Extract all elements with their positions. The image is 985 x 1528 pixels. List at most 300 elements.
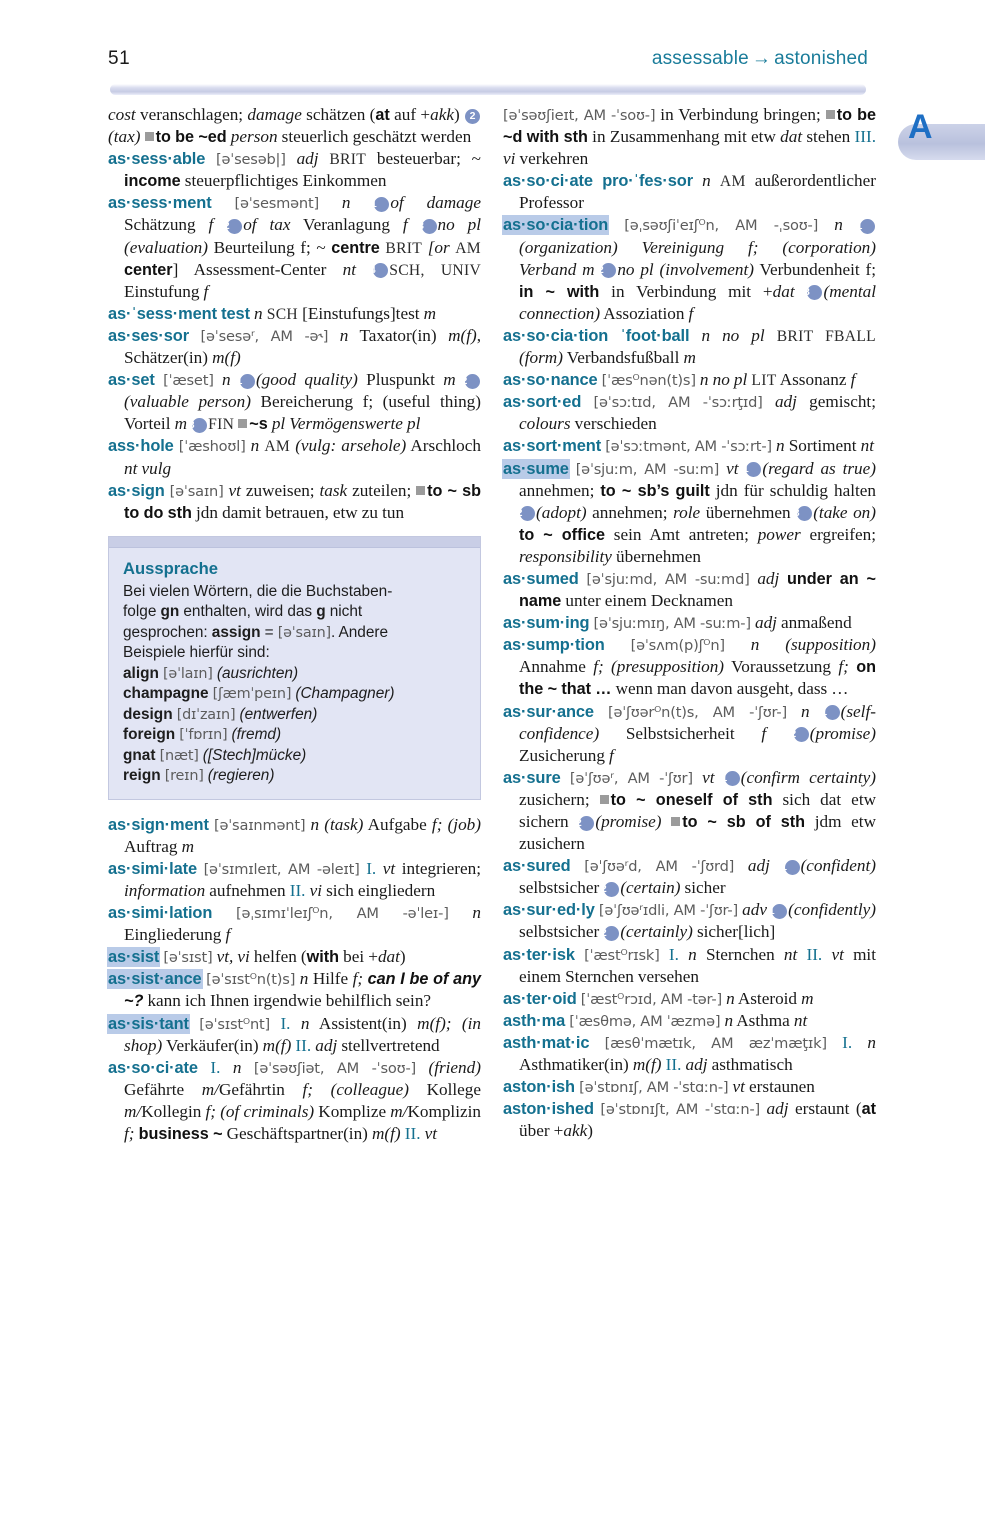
headword[interactable]: aston·ished <box>503 1100 594 1119</box>
gender: nt <box>342 259 356 279</box>
info-box-example <box>123 705 466 725</box>
sense-cue: (promise) <box>595 812 662 831</box>
sense-number: 2 <box>465 374 480 389</box>
sense-cue: (supposition) <box>785 635 876 655</box>
sense-cue: (mental connection) <box>519 281 876 323</box>
translation: Taxator(in) <box>348 325 449 345</box>
part-of-speech: n <box>702 171 711 191</box>
sense-cue: (form) <box>519 348 563 368</box>
translation: steuerpflichtiges Einkommen <box>180 171 387 191</box>
sense-number: 1 <box>772 904 787 919</box>
translation: Beurteilung f; ~ <box>208 237 332 257</box>
pronunciation: [əˈsesəʳ, AM -ə˞] <box>200 327 329 345</box>
pronunciation: [əˈlaɪn] <box>163 665 213 682</box>
entry-asterisk <box>503 944 876 988</box>
translation: verschieden <box>570 414 657 434</box>
section-numeral: I. <box>842 1032 853 1052</box>
translation: unter einem Decknamen <box>561 591 733 611</box>
sense-cue: (promise) <box>809 723 876 743</box>
sense-number: 1 <box>240 374 255 389</box>
sense-number: 2 <box>794 727 809 742</box>
subject-label: BRIT FBALL <box>776 327 876 345</box>
example-word: foreign <box>123 726 176 744</box>
translation: Schätzung <box>124 215 209 235</box>
text: Bei vielen Wörtern, die die Buchstaben- <box>123 582 393 600</box>
part-of-speech: n <box>300 1013 310 1033</box>
translation: Bereicherung f; (useful thing) Vorteil <box>124 392 482 434</box>
entry-assure <box>503 767 876 855</box>
example-word: gnat <box>123 746 156 764</box>
pronunciation: [ˈæshoʊl] <box>178 438 246 456</box>
left-column <box>108 104 481 1145</box>
headword[interactable]: as·simi·late <box>108 859 197 878</box>
translation: Assistent(in) <box>309 1013 418 1033</box>
gender: m/ <box>390 1101 408 1121</box>
sense-number: 3 <box>422 219 437 234</box>
pronunciation: [ˈæstᴼrɪsk] <box>584 946 660 964</box>
translation: über + <box>519 1121 564 1141</box>
translation: gemischt; <box>796 392 876 412</box>
translation: jdn damit betrauen, etw zu tun <box>191 502 405 522</box>
section-numeral: II. <box>289 880 306 900</box>
translation: Assoziation <box>600 303 689 323</box>
text: nicht <box>325 603 363 621</box>
gender: m/ <box>124 1101 142 1121</box>
translation: erstaunt ( <box>788 1099 862 1119</box>
phrase-bullet-icon <box>145 132 154 141</box>
gender: m(f) <box>632 1055 662 1075</box>
text: gesprochen: <box>123 623 212 641</box>
translation: jdm etw zusichern <box>519 812 876 854</box>
phrase: to ~ sb to do sth <box>124 481 482 522</box>
translation: bei + <box>339 947 378 967</box>
gender: f <box>761 723 767 743</box>
usage-cue: damage <box>247 105 302 124</box>
entry-asteroid <box>503 988 876 1010</box>
phrase-bullet-icon <box>416 486 425 495</box>
headword[interactable]: as·sur·ance <box>503 702 594 721</box>
translation: selbstsicher <box>519 878 600 898</box>
part-of-speech: adj <box>747 856 770 876</box>
entry-assorted <box>503 391 876 435</box>
sense-number: 3 <box>192 418 207 433</box>
sense-cue: (take on) <box>813 502 877 522</box>
usage-cue: person <box>230 127 278 147</box>
headword[interactable]: as·so·ci·ate <box>108 1058 198 1077</box>
usage-cue: responsibility <box>519 546 612 566</box>
pronunciation: [əˈsɪstᴼnt] <box>199 1015 271 1033</box>
phrase-bullet-icon <box>826 110 835 119</box>
text: folge <box>123 603 161 621</box>
text: ) <box>453 105 464 124</box>
entry-asshole <box>108 435 481 479</box>
pronunciation: [əˈsjuːm, AM -suːm] <box>575 460 720 478</box>
usage-cue: task <box>319 480 348 500</box>
entry-association <box>503 214 876 324</box>
gloss: (ausrichten) <box>216 664 299 682</box>
sense-number: 2 <box>604 882 619 897</box>
headword[interactable]: aston·ish <box>503 1078 575 1097</box>
entry-assumption <box>503 634 876 700</box>
headword[interactable]: as·ses·sor <box>108 326 190 345</box>
translation: aufnehmen <box>205 880 290 900</box>
headword[interactable]: as·ter·oid <box>503 989 577 1008</box>
entry-assist <box>108 946 481 968</box>
entry-continuation <box>503 104 876 170</box>
gloss: (regieren) <box>207 767 275 785</box>
section-numeral: II. <box>806 944 823 964</box>
pronunciation: [əˈsesmənt] <box>234 195 319 213</box>
headword[interactable]: as·sure <box>503 768 561 787</box>
entry-assimilate <box>108 858 481 902</box>
pronunciation: [əˈsɪst] <box>163 949 213 967</box>
part-of-speech: n <box>232 1057 242 1077</box>
headword[interactable]: as·set <box>108 371 155 390</box>
part-of-speech: vt <box>831 944 844 964</box>
translation: übernehmen <box>700 502 791 522</box>
translation: selbstsicher <box>519 922 600 942</box>
text: schätzen ( <box>301 105 376 124</box>
headword-range-last: astonished <box>774 48 868 69</box>
part-of-speech: n <box>310 814 320 834</box>
sense-number: 1 <box>785 860 800 875</box>
sense-cue: no pl (involvement) <box>617 259 754 279</box>
part-of-speech: n <box>867 1032 876 1052</box>
headword[interactable]: as·sess·ment <box>108 194 212 213</box>
gender: f; <box>124 1124 135 1143</box>
entry-assessment-test <box>108 303 481 325</box>
entry-assessable <box>108 148 481 192</box>
sense-cue: (regard as true) <box>762 458 876 478</box>
pronunciation: [əˈʃʊərᴼn(t)s, AM -ˈʃʊr-] <box>607 703 787 721</box>
entry-astonished <box>503 1098 876 1142</box>
translation: mit einem Sternchen versehen <box>519 944 876 986</box>
phrase: to ~ office <box>519 525 605 544</box>
letter: g <box>316 603 326 621</box>
info-box-example <box>123 684 466 704</box>
entry-assignment <box>108 814 481 858</box>
sense-number: 1 <box>825 705 840 720</box>
section-numeral: II. <box>665 1055 682 1075</box>
headword[interactable]: as·sur·ed·ly <box>503 901 595 920</box>
phrase-bullet-icon <box>238 419 247 428</box>
translation: in Verbindung mit + <box>599 281 773 301</box>
headword[interactable]: as·sort·ed <box>503 393 582 412</box>
pronunciation: [əˈʃʊəʳɪdli, AM -ˈʃʊr-] <box>598 902 738 920</box>
entry-assign <box>108 480 481 524</box>
part-of-speech: n <box>472 903 481 923</box>
translation: sicher[lich] <box>692 922 776 942</box>
part-of-speech: n <box>801 701 810 721</box>
sense-number: 1 <box>746 462 761 477</box>
headword[interactable]: as·ter·isk <box>503 945 575 964</box>
collocation: in ~ with <box>519 282 600 301</box>
phrase: to ~ sb’s guilt <box>600 481 710 500</box>
translation: Asthma <box>733 1010 794 1030</box>
translation: ) <box>587 1121 593 1141</box>
gloss: (Champagner) <box>295 685 395 703</box>
translation: sich dat etw sichern <box>519 789 877 831</box>
section-numeral: I. <box>668 944 679 964</box>
translation: zuteilen; <box>347 480 417 500</box>
collocation: with <box>306 948 340 967</box>
part-of-speech: n <box>726 988 735 1008</box>
gender: f <box>208 215 214 235</box>
text: veranschlagen; <box>135 105 248 124</box>
headword[interactable]: as·sis·tant <box>108 1014 189 1033</box>
headword[interactable]: as·ˈsess·ment test <box>108 304 250 323</box>
sense-number: 2 <box>227 219 242 234</box>
right-column <box>503 104 876 1145</box>
headword[interactable]: as·sume <box>503 459 569 478</box>
translation: kann ich Ihnen irgendwie behilflich sein? <box>143 991 432 1011</box>
headword[interactable]: as·simi·lation <box>108 904 213 923</box>
part-of-speech: n no pl <box>699 370 748 390</box>
pronunciation: [əˌsɪmɪˈleɪʃᴼn, AM -əˈleɪ-] <box>235 905 449 923</box>
sense-cue: (confident) <box>800 856 876 876</box>
part-of-speech: n <box>299 969 309 989</box>
gender: f <box>203 281 209 301</box>
part-of-speech: n <box>776 436 785 456</box>
part-of-speech: vt <box>732 1077 745 1097</box>
grammar-note: akk <box>430 105 454 124</box>
translation: stehen <box>802 127 855 147</box>
pronunciation: [əˈstɒnɪʃt, AM -ˈstɑːn-] <box>600 1101 761 1119</box>
part-of-speech: adj <box>766 1099 789 1119</box>
part-of-speech: n <box>222 370 231 390</box>
pronunciation: [əˈsjuːmɪŋ, AM -suːm-] <box>593 615 751 633</box>
sense-cue: (task) <box>324 814 364 834</box>
translation: Komplizin <box>407 1101 481 1121</box>
grammar-note: dat <box>772 281 795 301</box>
translation: ) <box>399 947 406 967</box>
pronunciation: [əˈsəʊʃieɪt, AM -ˈsoʊ-] <box>503 107 656 124</box>
entry-assuming <box>503 612 876 634</box>
translation: Kollegin <box>141 1101 206 1121</box>
translation: Gefährte <box>124 1079 202 1099</box>
translation: Arschloch <box>406 436 482 456</box>
pronunciation: [əˈstɒnɪʃ, AM -ˈstɑːn-] <box>579 1079 729 1097</box>
translation: Gefährtin <box>218 1079 303 1099</box>
sense-cue: (good quality) <box>255 370 358 390</box>
headword[interactable]: as·sess·able <box>108 150 206 169</box>
example-word: champagne <box>123 685 209 703</box>
sense-number: 3 <box>797 506 812 521</box>
pronunciation: [ˈæstᴼrɔɪd, AM -tər-] <box>580 990 722 1008</box>
gender: pl <box>406 414 421 434</box>
example-word: assign <box>211 623 261 641</box>
translation: Auftrag <box>124 836 182 856</box>
gender: f <box>688 303 694 323</box>
usage-cue: cost <box>108 105 136 124</box>
text: Beispiele hierfür sind: <box>123 644 270 662</box>
sense-cue: (confidently) <box>788 900 876 920</box>
translation: Verkäufer(in) <box>162 1035 263 1055</box>
usage-cue: power <box>757 524 801 544</box>
info-box-example <box>123 664 466 684</box>
translation: Selbstsicherheit <box>599 723 762 743</box>
entry-assimilation <box>108 902 481 946</box>
part-of-speech: vt <box>702 767 715 787</box>
section-numeral: I. <box>366 858 377 878</box>
part-of-speech: adj <box>685 1055 708 1075</box>
page-number: 51 <box>108 48 131 69</box>
headword[interactable]: ass·hole <box>108 437 174 456</box>
translation: anmaßend <box>776 613 852 633</box>
part-of-speech: adj <box>774 392 797 412</box>
gender: nt vulg <box>124 458 172 478</box>
entry-asthma <box>503 1010 876 1032</box>
headword[interactable]: asth·ma <box>503 1011 566 1030</box>
entry-assumed <box>503 568 876 612</box>
pronunciation: [əˈsɔːtɪd, AM -ˈsɔːrţɪd] <box>593 394 763 412</box>
translation: Einstufung <box>124 281 204 301</box>
collocation: at <box>375 106 390 124</box>
headword[interactable]: as·sum·ing <box>503 614 590 633</box>
example-word: align <box>123 664 159 682</box>
pronunciation: [reɪn] <box>164 768 204 785</box>
grammar-note: dat <box>780 127 803 147</box>
gender: f <box>225 925 231 945</box>
part-of-speech: vt <box>424 1124 438 1143</box>
pronunciation: [ʃæmˈpeɪn] <box>212 686 292 703</box>
dictionary-columns <box>108 104 876 1145</box>
phrase-bullet-icon <box>671 817 680 826</box>
pronunciation: [əˈʃʊəʳd, AM -ˈʃʊrd] <box>584 858 735 876</box>
headword[interactable]: as·so·cia·tion <box>503 216 609 235</box>
text: steuerlich geschätzt werden <box>277 127 472 147</box>
part-of-speech: vt <box>382 858 396 878</box>
pronunciation: [əˈsʌm(p)ʃᴼn] <box>630 637 725 655</box>
sense-number: 3 <box>807 285 822 300</box>
headword[interactable]: as·so·cia·tion ˈfoot·ball <box>503 326 690 345</box>
section-numeral: I. <box>210 1057 221 1077</box>
headword[interactable]: as·sist·ance <box>108 970 202 989</box>
translation: ergreifen; <box>800 524 876 544</box>
example-word: reign <box>123 767 161 785</box>
headword[interactable]: as·sumed <box>503 569 579 588</box>
translation: außerordentlicher Professor <box>519 171 876 213</box>
translation: Zusicherung <box>519 745 610 765</box>
gender: nt <box>783 944 798 964</box>
translation: sicher <box>680 878 726 898</box>
sense-number: 1 <box>725 771 740 786</box>
headword[interactable]: asth·mat·ic <box>503 1033 590 1052</box>
translation: Kollege <box>408 1079 481 1099</box>
sense-number: 1 <box>374 197 389 212</box>
variant-note: [or <box>427 237 456 257</box>
sense-cue: (tax) <box>108 127 141 147</box>
translation: Vereinigung f; (corporation) Verband <box>519 237 876 279</box>
translation: Voraussetzung <box>724 657 839 677</box>
headword[interactable]: as·sist <box>108 948 160 967</box>
headword[interactable]: as·sign·ment <box>108 815 209 834</box>
gloss: ([Stech]mücke) <box>202 746 307 764</box>
collocation: income <box>124 172 181 191</box>
translation: wenn man davon ausgeht, dass … <box>611 679 849 699</box>
pronunciation: [ˈæsᴼnən(t)s] <box>601 372 696 390</box>
text: enthalten, wird das <box>179 603 317 621</box>
collocation: centre <box>331 238 380 257</box>
example-word: design <box>123 705 173 723</box>
entry-continuation <box>108 104 481 148</box>
entry-assistant <box>108 1013 481 1057</box>
usage-cue: role <box>673 502 701 522</box>
headword[interactable]: as·sign <box>108 481 165 500</box>
translation: Komplize <box>314 1101 391 1121</box>
sense-cue: (vulg: arsehole) <box>295 436 407 456</box>
translation: Hilfe <box>308 969 353 989</box>
entry-assistance <box>108 968 481 1012</box>
gender: f; <box>352 969 364 989</box>
section-numeral: III. <box>854 127 876 147</box>
translation: Veranlagung <box>290 215 403 235</box>
translation: pl Vermögenswerte <box>267 414 407 434</box>
translation: Verbandsfußball <box>562 348 684 368</box>
info-box-example <box>123 725 466 745</box>
entry-assured <box>503 855 876 899</box>
sense-number: 2 <box>520 506 535 521</box>
translation: Asteroid <box>734 988 802 1008</box>
sense-number: 2 <box>601 263 616 278</box>
headword[interactable]: as·so·nance <box>503 371 598 390</box>
pronunciation: [əˈsesəb|] <box>216 151 286 169</box>
pronunciation: [ˈæsθmə, AM ˈæzmə] <box>569 1012 721 1030</box>
part-of-speech: vt <box>228 480 241 500</box>
gender: m(f) <box>372 1124 401 1143</box>
pronunciation: [əˈsɪmɪleɪt, AM -əleɪt] <box>203 860 360 878</box>
translation: helfen ( <box>249 947 307 967</box>
gender: m(f) <box>448 325 477 345</box>
info-box-example <box>123 746 466 766</box>
collocation: at <box>861 1100 877 1119</box>
phrase: to ~ oneself of sth <box>610 790 773 809</box>
headword[interactable]: as·so·ci·ate pro·ˈfes·sor <box>503 172 693 191</box>
part-of-speech: n <box>750 635 760 655</box>
phrase-bullet-icon <box>600 795 609 804</box>
part-of-speech: vt, vi <box>216 947 250 967</box>
translation: Sortiment <box>784 436 861 456</box>
pronunciation: [ˈfɒrɪn] <box>179 727 228 744</box>
part-of-speech: n <box>724 1010 734 1030</box>
region-label: BRIT <box>385 239 423 257</box>
headword[interactable]: as·sort·ment <box>503 437 602 456</box>
headword[interactable]: as·sump·tion <box>503 636 605 655</box>
sense-cue: (friend) <box>428 1057 481 1077</box>
gloss: (fremd) <box>231 726 282 744</box>
pronunciation: [næt] <box>159 747 199 764</box>
info-box-content <box>109 548 480 787</box>
collocation: business ~ <box>138 1125 223 1143</box>
part-of-speech: vi <box>503 149 516 169</box>
pronunciation: [ˈæset] <box>163 372 214 390</box>
part-of-speech: n <box>254 303 263 323</box>
translation: Pluspunkt <box>357 370 444 390</box>
translation: Assonanz <box>776 370 851 390</box>
gloss: (entwerfen) <box>239 705 318 723</box>
sense-cue: (adopt) <box>536 502 587 522</box>
part-of-speech: n no pl <box>701 325 765 345</box>
headword[interactable]: as·sured <box>503 857 571 876</box>
text: auf + <box>389 105 431 124</box>
part-of-speech: adv <box>742 900 767 920</box>
gender: m(f); (in shop) <box>124 1013 481 1055</box>
part-of-speech: vi <box>309 880 322 900</box>
region-label: AM <box>264 438 291 456</box>
running-head <box>108 48 868 70</box>
phrase: to be ~d with sth <box>503 106 877 147</box>
gender: m <box>181 836 194 856</box>
